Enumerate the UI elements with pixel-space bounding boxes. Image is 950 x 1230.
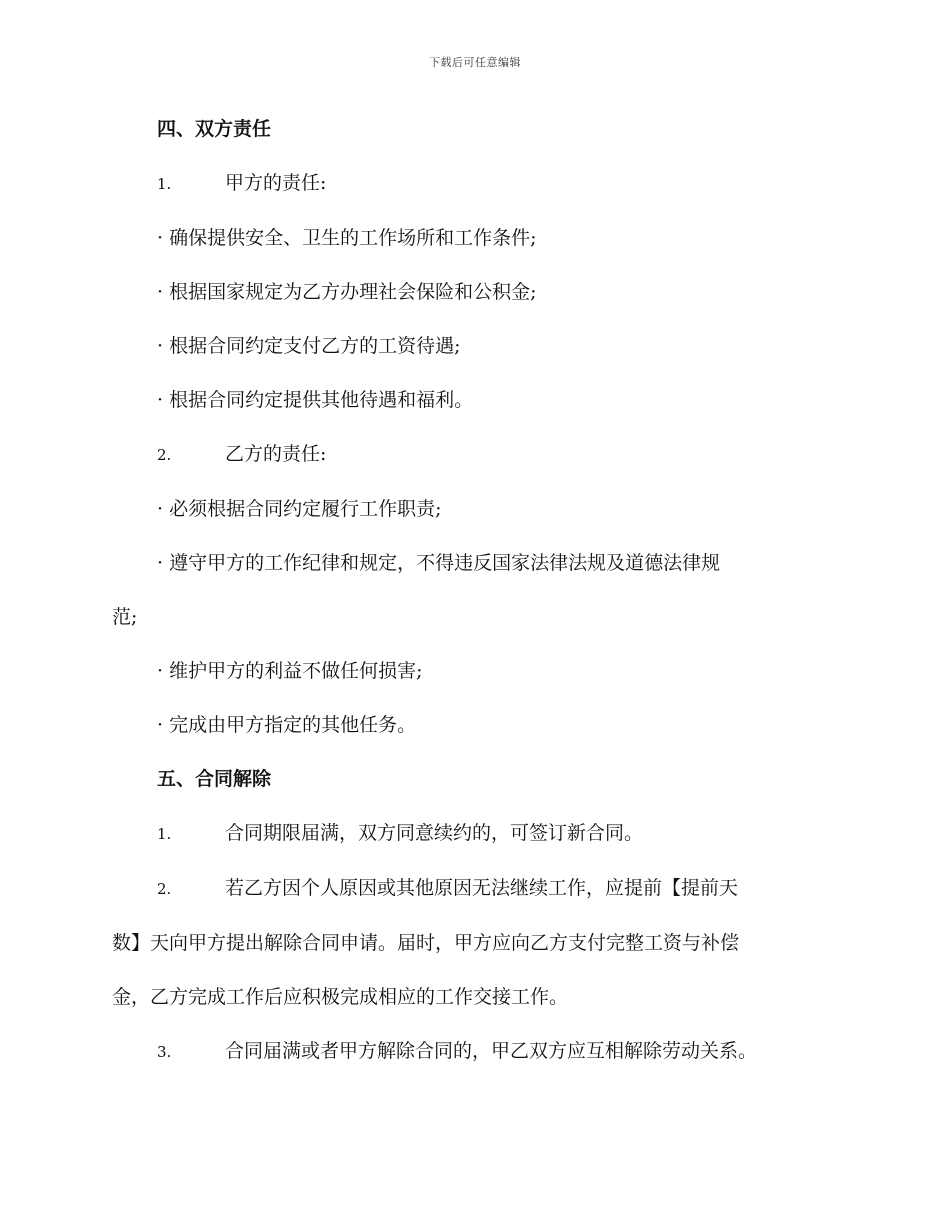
item-number: 2. xyxy=(157,446,172,464)
party-b-duty-continuation: 范; xyxy=(112,606,138,628)
party-a-heading xyxy=(112,156,837,211)
termination-item-continuation: 金，乙方完成工作后应积极完成相应的工作交接工作。 xyxy=(112,986,569,1008)
party-b-duty: · 遵守甲方的工作纪律和规定，不得违反国家法律法规及道德法律规 xyxy=(157,552,721,574)
item-number: 3. xyxy=(157,1043,172,1061)
party-a-duty: · 根据国家规定为乙方办理社会保险和公积金; xyxy=(157,281,537,303)
termination-item xyxy=(112,806,837,861)
party-a-duty: · 根据合同约定支付乙方的工资待遇; xyxy=(157,335,461,357)
termination-item xyxy=(112,861,837,916)
termination-item xyxy=(112,1024,837,1079)
item-text: 若乙方因个人原因或其他原因无法继续工作，应提前【提前天 xyxy=(225,877,739,899)
party-a-duty: · 确保提供安全、卫生的工作场所和工作条件; xyxy=(157,227,537,249)
section-5-title: 五、合同解除 xyxy=(157,768,272,790)
party-a-duty: · 根据合同约定提供其他待遇和福利。 xyxy=(157,389,474,411)
item-text: 乙方的责任: xyxy=(225,443,327,465)
termination-item-continuation: 数】天向甲方提出解除合同申请。届时，甲方应向乙方支付完整工资与补偿 xyxy=(112,932,740,954)
item-text: 合同期限届满，双方同意续约的，可签订新合同。 xyxy=(225,822,644,844)
header-note: 下载后可任意编辑 xyxy=(429,56,521,69)
section-4-title: 四、双方责任 xyxy=(157,118,272,140)
item-number: 2. xyxy=(157,880,172,898)
party-b-duty: · 维护甲方的利益不做任何损害; xyxy=(157,660,423,682)
document-body xyxy=(112,102,837,1079)
party-b-duty: · 完成由甲方指定的其他任务。 xyxy=(157,714,417,736)
item-text: 甲方的责任: xyxy=(225,172,327,194)
party-b-heading xyxy=(112,427,837,482)
item-text: 合同届满或者甲方解除合同的，甲乙双方应互相解除劳动关系。 xyxy=(225,1040,758,1062)
party-b-duty: · 必须根据合同约定履行工作职责; xyxy=(157,498,442,520)
item-number: 1. xyxy=(157,175,172,193)
item-number: 1. xyxy=(157,825,172,843)
